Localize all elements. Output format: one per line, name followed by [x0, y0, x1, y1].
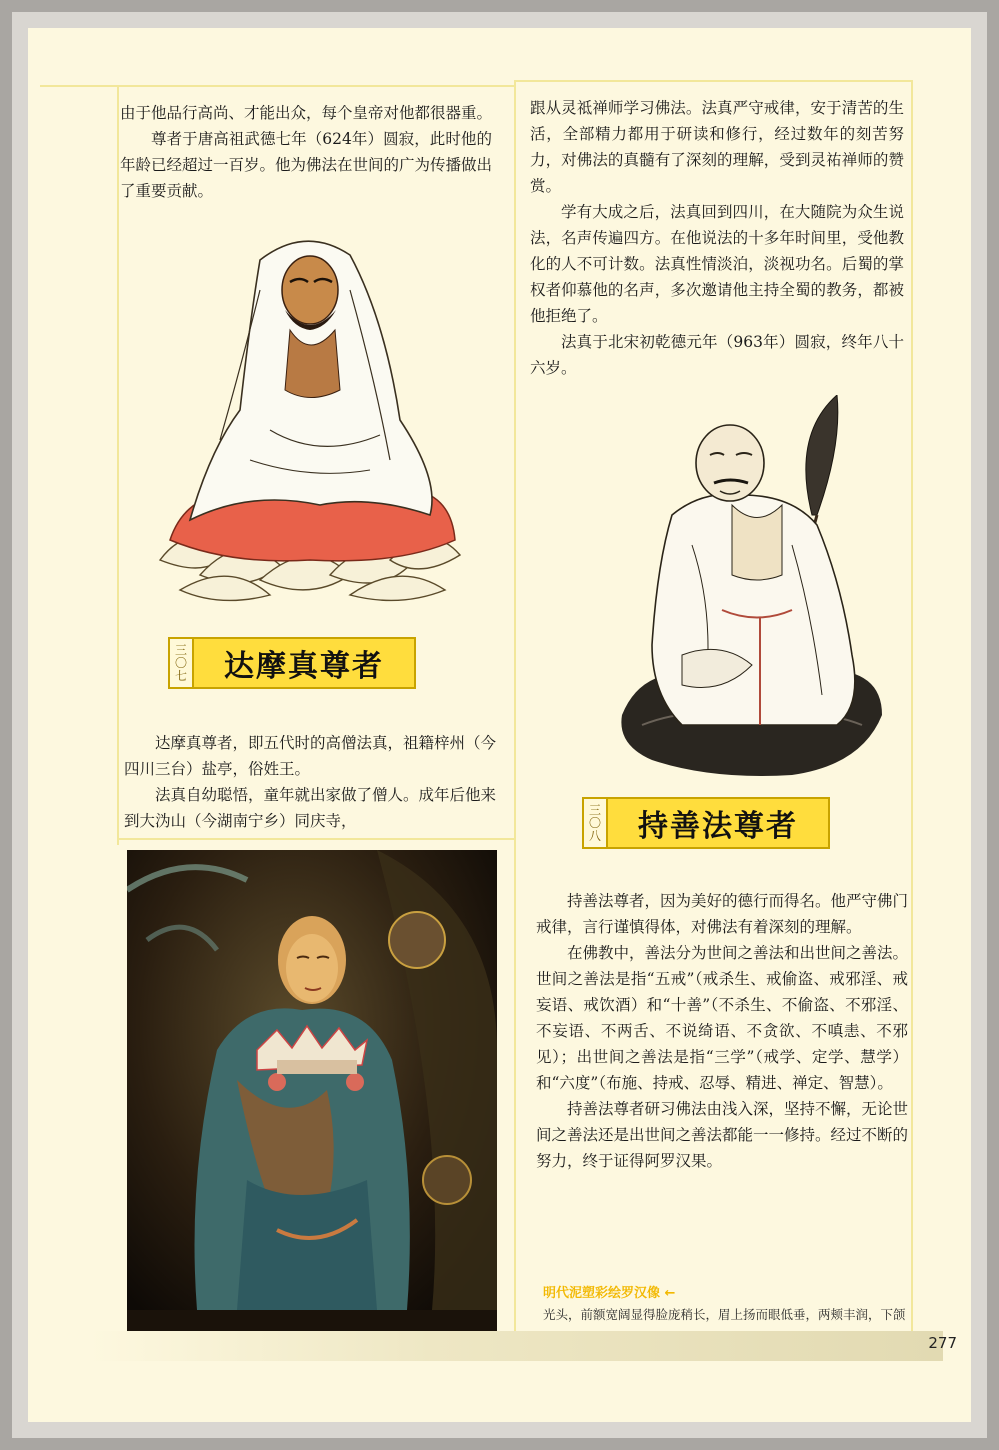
paragraph: 在佛教中，善法分为世间之善法和出世间之善法。世间之善法是指“五戒”（戒杀生、戒偷盗、戒邪淫、戒妄语、戒饮酒）和“十善”（不杀生、不偷盗、不邪淫、不妄语、不两舌、不说绮语、不贪欲、不嗔恚、不邪见）；出世间之善法是指“三学”（戒学、定学、慧学）和“六度”（布施、持戒、忍辱、精进、禅定、智慧）。: [536, 944, 909, 1092]
paragraph: 达摩真尊者，即五代时的高僧法真，祖籍梓州（今四川三台）盐亭，俗姓王。: [124, 734, 497, 778]
paragraph: 由于他品行高尚、才能出众，每个皇帝对他都很器重。: [120, 104, 493, 122]
ming-clay-arhat-photo: [127, 850, 497, 1353]
number-char: 八: [588, 828, 601, 843]
photo-caption-body: 光头，前额宽阔显得脸庞稍长，眉上扬而眼低垂，两颊丰润，下颌: [543, 1307, 906, 1322]
number-char: 三: [588, 802, 601, 817]
paragraph: 跟从灵祗禅师学习佛法。法真严守戒律，安于清苦的生活，全部精力都用于研读和修行，经过数年的刻苦努力，对佛法的真髓有了深刻的理解，受到灵祐禅师的赞赏。: [530, 99, 904, 195]
damo-zhen-illustration: [150, 230, 470, 610]
number-char: 〇: [588, 815, 601, 830]
center-column-rule: [514, 80, 516, 1360]
top-rule: [40, 85, 516, 87]
left-column-rule: [117, 85, 119, 845]
arhat-308-text: [536, 888, 908, 1174]
page-number: 277: [928, 1334, 957, 1352]
paragraph: 持善法尊者，因为美好的德行而得名。他严守佛门戒律，言行谨慎得体，对佛法有着深刻的理解。: [536, 892, 909, 936]
right-column-rule: [911, 80, 913, 1360]
top-rule-right: [514, 80, 912, 82]
paragraph: 持善法尊者研习佛法由浅入深，坚持不懈，无论世间之善法还是出世间之善法都能一一修持。经过不断的努力，终于证得阿罗汉果。: [536, 1100, 909, 1170]
arhat-307-title: 达摩真尊者: [194, 637, 416, 689]
arhat-307-text: [124, 730, 496, 834]
number-char: 〇: [174, 655, 187, 670]
footer-bar: [90, 1331, 943, 1361]
paragraph: 法真自幼聪悟，童年就出家做了僧人。成年后他来到大沩山（今湖南宁乡）同庆寺，: [124, 786, 497, 830]
paragraph: 法真于北宋初乾德元年（963年）圆寂，终年八十六岁。: [530, 333, 904, 377]
chi-shanfa-illustration: [612, 395, 892, 785]
right-top-text: [530, 95, 904, 381]
arhat-308-title: 持善法尊者: [608, 797, 830, 849]
number-char: 三: [174, 642, 187, 657]
left-top-text: [120, 100, 492, 204]
mid-rule: [117, 838, 516, 840]
arhat-307-title-box: [168, 637, 416, 689]
paragraph: 尊者于唐高祖武德七年（624年）圆寂，此时他的年龄已经超过一百岁。他为佛法在世间的广为传播做出了重要贡献。: [120, 130, 493, 200]
arhat-307-number: [168, 637, 194, 689]
number-char: 七: [174, 668, 187, 683]
paragraph: 学有大成之后，法真回到四川，在大随院为众生说法，名声传遍四方。在他说法的十多年时间里，受他教化的人不可计数。法真性情淡泊，淡视功名。后蜀的掌权者仰慕他的名声，多次邀请他主持全蜀的教务，都被他拒绝了。: [530, 203, 904, 325]
arhat-308-number: [582, 797, 608, 849]
photo-caption-title: 明代泥塑彩绘罗汉像 ←: [543, 1286, 676, 1301]
arhat-308-title-box: [582, 797, 830, 849]
